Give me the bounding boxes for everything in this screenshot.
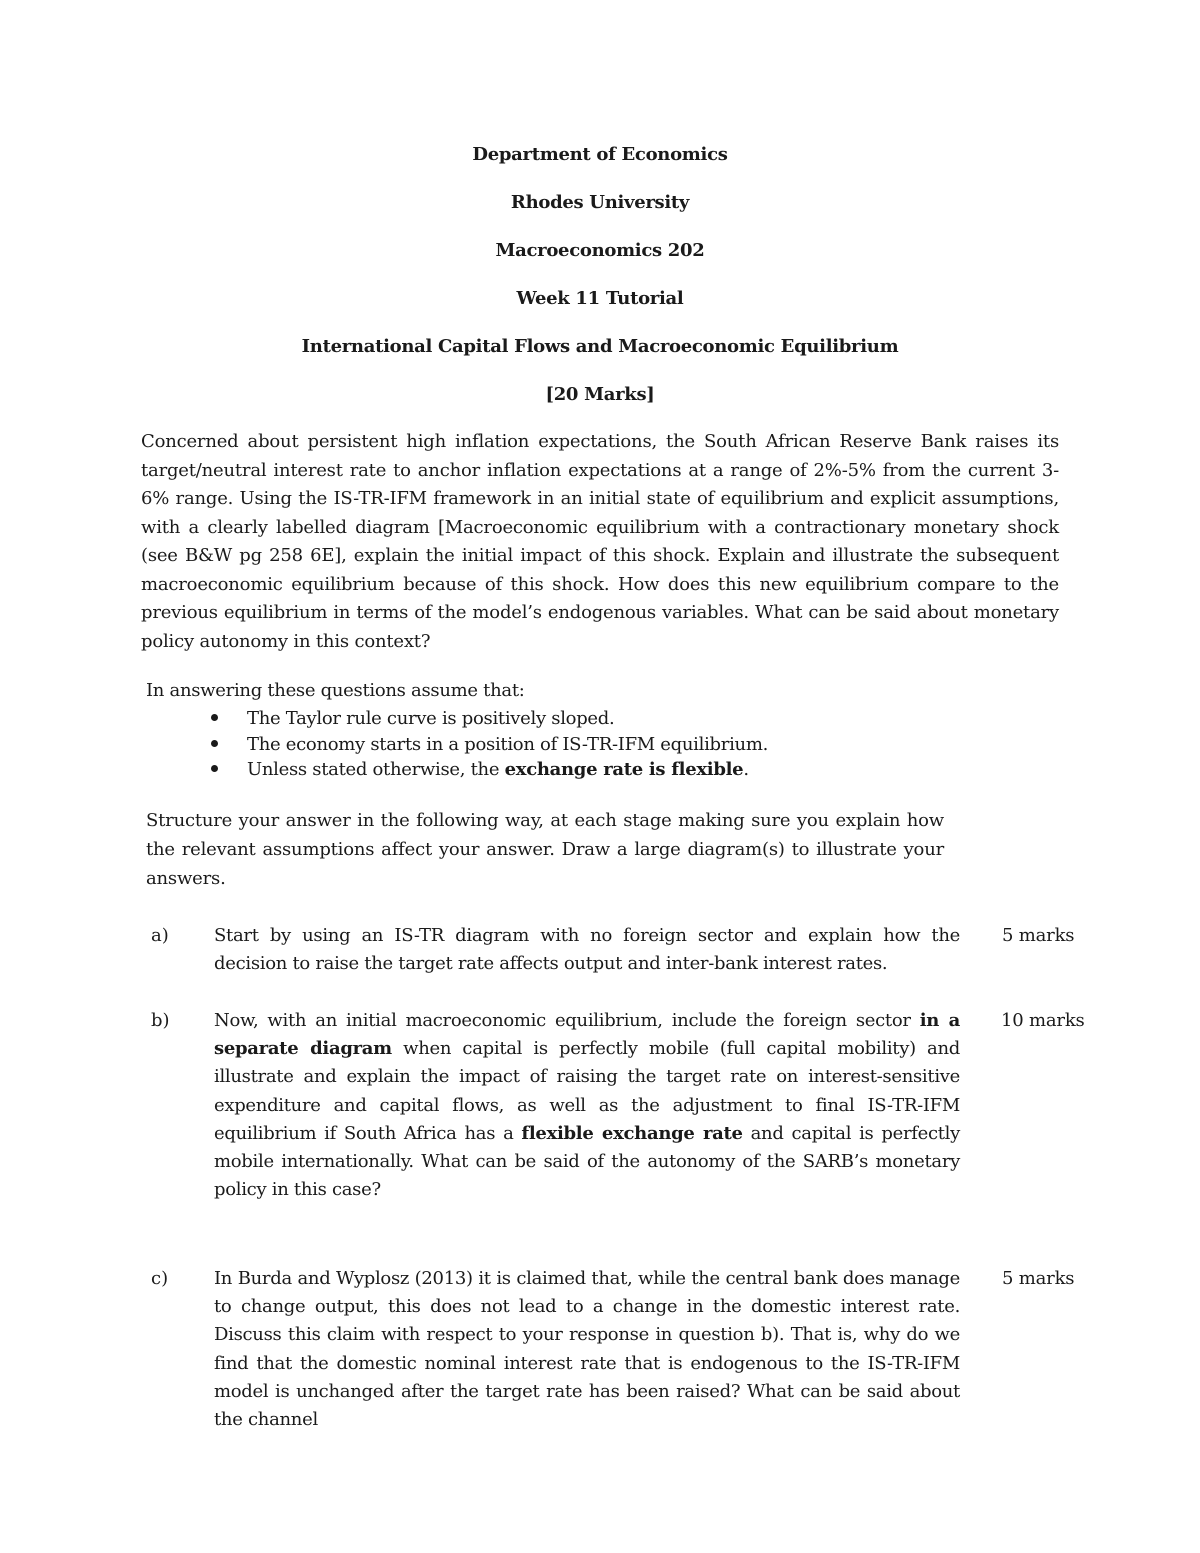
department-heading: Department of Economics xyxy=(472,144,728,165)
question-c-marks: 5 marks xyxy=(1002,1268,1075,1289)
topic-heading: International Capital Flows and Macroeconomic Equilibrium xyxy=(301,336,899,357)
question-b-text-part: and capital is perfectly mobile internationally. What can be said of the autonomy of the SARB’s monetary policy in this case? xyxy=(214,1122,961,1201)
marks-total-heading: [20 Marks] xyxy=(545,384,655,405)
assumption-item xyxy=(211,757,768,783)
assumption-text-suffix: . xyxy=(743,759,749,780)
structure-paragraph: Structure your answer in the following way, at each stage making sure you explain how the relevant assumptions affect your answer. Draw a large diagram(s) to illustrate your answers. xyxy=(146,810,944,889)
question-c-label: c) xyxy=(151,1268,169,1289)
question-b-label: b) xyxy=(151,1010,170,1031)
bullet-icon xyxy=(211,714,218,721)
question-a-label: a) xyxy=(151,925,169,946)
assumptions-list xyxy=(211,706,768,783)
question-c-text: In Burda and Wyplosz (2013) it is claimed that, while the central bank does manage to change output, this does not lead to a change in the domestic interest rate. Discuss this claim with respect to your response in question b). That is, why do we find that the domestic nominal interest rate that is endogenous to the IS-TR-IFM model is unchanged after the target rate has been raised? What can be said about the channel xyxy=(214,1268,960,1431)
course-heading: Macroeconomics 202 xyxy=(495,240,705,261)
university-heading: Rhodes University xyxy=(510,192,690,213)
question-b-text-part: Now, with an initial macroeconomic equilibrium, include the foreign sector xyxy=(214,1010,920,1031)
assumption-text: The Taylor rule curve is positively sloped. xyxy=(247,708,615,729)
question-a-text: Start by using an IS-TR diagram with no foreign sector and explain how the decision to raise the target rate affects output and inter-bank interest rates. xyxy=(214,925,960,975)
assumption-item xyxy=(211,706,768,732)
question-b-bold-part: flexible exchange rate xyxy=(521,1122,743,1144)
question-b-text xyxy=(214,1007,960,1204)
question-a-marks: 5 marks xyxy=(1002,925,1075,946)
assumptions-intro: In answering these questions assume that: xyxy=(146,680,525,701)
assumption-item xyxy=(211,732,768,758)
assumption-text: The economy starts in a position of IS-TR-IFM equilibrium. xyxy=(247,733,769,755)
assumption-text-bold: exchange rate is flexible xyxy=(504,759,744,780)
question-b-text-part: when capital is perfectly mobile (full capital mobility) and illustrate and explain the impact of raising the target rate on interest-sensitive expenditure and capital flows, as well as the adjustment to final IS-TR-IFM equilibrium if South Africa has a xyxy=(214,1038,960,1144)
assumption-text-prefix: Unless stated otherwise, the xyxy=(247,759,505,780)
intro-paragraph: Concerned about persistent high inflation expectations, the South African Reserve Bank raises its target/neutral interest rate to anchor inflation expectations at a range of 2%-5% from the current 3-6% range. Using the IS-TR-IFM framework in an initial state of equilibrium and explicit assumptions, with a clearly labelled diagram [Macroeconomic equilibrium with a contractionary monetary shock (see B&W pg 258 6E], explain the initial impact of this shock. Explain and illustrate the subsequent macroeconomic equilibrium because of this shock. How does this new equilibrium compare to the previous equilibrium in terms of the model’s endogenous variables. What can be said about monetary policy autonomy in this context? xyxy=(141,431,1059,652)
bullet-icon xyxy=(211,740,218,747)
question-b-marks: 10 marks xyxy=(1001,1010,1085,1031)
tutorial-heading: Week 11 Tutorial xyxy=(516,288,684,309)
bullet-icon xyxy=(211,765,218,772)
question-b-bold-part: in a separate diagram xyxy=(214,1010,961,1060)
